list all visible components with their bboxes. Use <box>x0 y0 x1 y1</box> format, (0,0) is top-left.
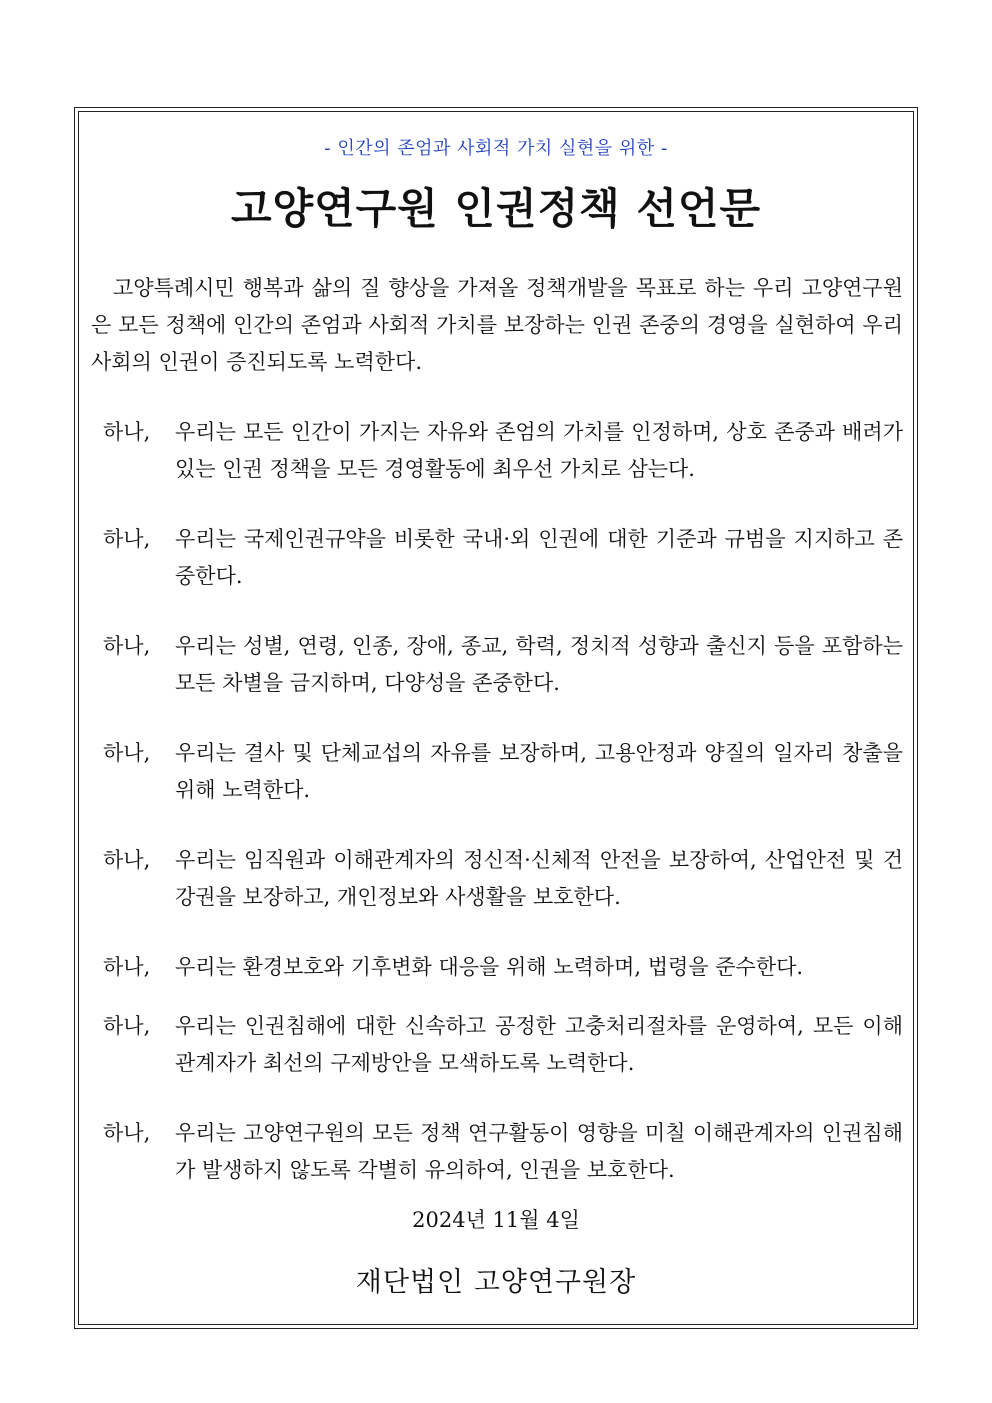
pledge-text: 우리는 국제인권규약을 비롯한 국내·외 인권에 대한 기준과 규범을 지지하고 존중한다. <box>175 527 903 588</box>
pledge-text: 우리는 고양연구원의 모든 정책 연구활동이 영향을 미칠 이해관계자의 인권침해가 발생하지 않도록 각별히 유의하여, 인권을 보호한다. <box>175 1121 903 1182</box>
subtitle: - 인간의 존엄과 사회적 가치 실현을 위한 - <box>324 138 668 159</box>
pledge-text: 우리는 인권침해에 대한 신속하고 공정한 고충처리절차를 운영하여, 모든 이해관계자가 최선의 구제방안을 모색하도록 노력한다. <box>175 1014 903 1075</box>
pledge-prefix: 하나, <box>103 741 151 765</box>
pledge-item <box>103 414 903 488</box>
pledge-item <box>103 1115 903 1189</box>
preamble-paragraph: 고양특례시민 행복과 삶의 질 향상을 가져올 정책개발을 목표로 하는 우리 고양연구원은 모든 정책에 인간의 존엄과 사회적 가치를 보장하는 인권 존중의 경영을 실현하여 우리 사회의 인권이 증진되도록 노력한다. <box>91 276 903 374</box>
page-title: 고양연구원 인권정책 선언문 <box>230 184 762 233</box>
pledge-item <box>103 521 903 595</box>
pledge-item <box>103 1008 903 1082</box>
pledge-prefix: 하나, <box>103 527 151 551</box>
pledge-prefix: 하나, <box>103 848 151 872</box>
document-frame <box>74 107 918 1329</box>
pledge-text: 우리는 성별, 연령, 인종, 장애, 종교, 학력, 정치적 성향과 출신지 등을 포함하는 모든 차별을 금지하며, 다양성을 존중한다. <box>175 634 903 695</box>
pledge-text: 우리는 모든 인간이 가지는 자유와 존엄의 가치를 인정하며, 상호 존중과 배려가 있는 인권 정책을 모든 경영활동에 최우선 가치로 삼는다. <box>175 420 903 481</box>
pledge-prefix: 하나, <box>103 634 151 658</box>
pledge-item <box>103 949 903 986</box>
declaration-date: 2024년 11월 4일 <box>412 1208 580 1232</box>
document-inner-frame <box>78 111 914 1325</box>
pledge-item <box>103 842 903 916</box>
pledge-prefix: 하나, <box>103 955 151 979</box>
pledge-text: 우리는 결사 및 단체교섭의 자유를 보장하며, 고용안정과 양질의 일자리 창출을 위해 노력한다. <box>175 741 903 802</box>
pledge-text: 우리는 환경보호와 기후변화 대응을 위해 노력하며, 법령을 준수한다. <box>175 955 804 979</box>
pledge-list <box>103 414 903 1222</box>
pledge-text: 우리는 임직원과 이해관계자의 정신적·신체적 안전을 보장하여, 산업안전 및 건강권을 보장하고, 개인정보와 사생활을 보호한다. <box>175 848 903 909</box>
signer-name: 재단법인 고양연구원장 <box>355 1267 637 1298</box>
pledge-item <box>103 628 903 702</box>
pledge-prefix: 하나, <box>103 420 151 444</box>
pledge-prefix: 하나, <box>103 1014 151 1038</box>
pledge-prefix: 하나, <box>103 1121 151 1145</box>
pledge-item <box>103 735 903 809</box>
